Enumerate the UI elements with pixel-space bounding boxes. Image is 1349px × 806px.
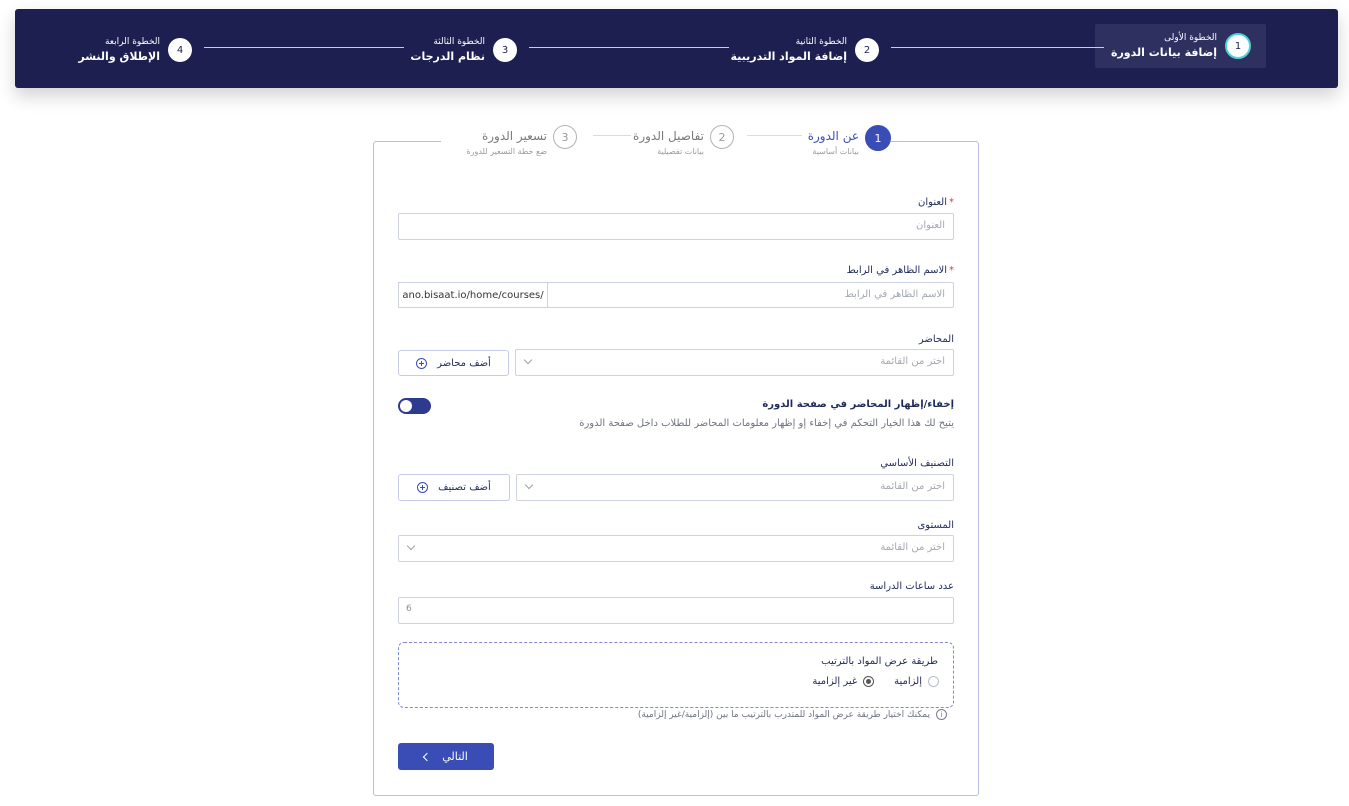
step-caption: الخطوة الأولى	[1164, 33, 1217, 43]
toggle-knob	[400, 400, 412, 412]
substep-pricing[interactable]	[466, 125, 577, 156]
wizard-step-4[interactable]	[78, 36, 192, 64]
step-connector	[529, 47, 729, 48]
slug-placeholder: الاسم الظاهر في الرابط	[844, 289, 945, 300]
level-select[interactable]	[398, 535, 954, 562]
instructor-label: المحاضر	[918, 334, 954, 345]
radio-mandatory[interactable]	[928, 676, 939, 687]
slug-label: *الاسم الظاهر في الرابط	[846, 265, 954, 276]
chevron-left-icon	[423, 752, 431, 760]
required-mark: *	[949, 265, 954, 276]
substep-connector	[593, 135, 631, 136]
instructor-select[interactable]	[515, 349, 954, 376]
step-caption: الخطوة الرابعة	[104, 37, 160, 47]
substep-title: تسعير الدورة	[481, 129, 547, 143]
radio-optional[interactable]	[863, 676, 874, 687]
order-mode-label: طريقة عرض المواد بالترتيب	[821, 656, 938, 667]
slug-input[interactable]	[547, 282, 954, 308]
title-placeholder: العنوان	[916, 220, 945, 231]
plus-circle-icon	[417, 482, 428, 493]
substep-title: تفاصيل الدورة	[633, 129, 704, 143]
next-label: التالي	[442, 750, 468, 763]
hours-input[interactable]	[398, 597, 954, 624]
order-mode-radios	[812, 676, 939, 687]
step-number: 3	[493, 38, 517, 62]
step-title: الإطلاق والنشر	[78, 50, 160, 63]
add-instructor-label: أضف محاضر	[437, 357, 491, 369]
wizard-header	[15, 9, 1338, 88]
url-prefix: ano.bisaat.io/home/courses/	[398, 282, 548, 308]
substep-number: 2	[710, 125, 734, 149]
next-button[interactable]	[398, 743, 494, 770]
substep-subtitle: بيانات تفصيلية	[657, 147, 704, 156]
category-label: التصنيف الأساسي	[880, 458, 954, 469]
instructor-placeholder: اختر من القائمة	[880, 356, 945, 367]
substep-title: عن الدورة	[807, 129, 859, 143]
radio-mandatory-label: إلزامية	[894, 676, 922, 687]
level-label: المستوى	[917, 520, 954, 531]
step-title: نظام الدرجات	[410, 50, 485, 63]
hours-value: 6	[406, 604, 412, 614]
chevron-down-icon	[524, 356, 532, 364]
add-instructor-button[interactable]	[398, 350, 509, 376]
sub-stepper	[441, 120, 891, 164]
add-category-button[interactable]	[398, 474, 510, 501]
wizard-step-1[interactable]	[1095, 24, 1266, 68]
substep-subtitle: ضع خطة التسعير للدورة	[466, 147, 547, 156]
step-title: إضافة المواد التدريبية	[730, 50, 847, 63]
level-placeholder: اختر من القائمة	[880, 542, 945, 553]
wizard-step-3[interactable]	[410, 36, 517, 64]
step-number: 2	[855, 38, 879, 62]
substep-subtitle: بيانات أساسية	[812, 147, 859, 156]
substep-number: 3	[553, 125, 577, 149]
step-title: إضافة بيانات الدورة	[1110, 46, 1217, 59]
radio-optional-label: غير إلزامية	[812, 676, 858, 687]
chevron-down-icon	[407, 542, 415, 550]
category-select[interactable]	[516, 474, 954, 501]
step-connector	[204, 47, 404, 48]
step-number: 1	[1225, 33, 1251, 59]
order-mode-box	[398, 642, 954, 708]
substep-about[interactable]	[808, 125, 891, 156]
substep-connector	[747, 135, 802, 136]
substep-details[interactable]	[633, 125, 734, 156]
title-label: *العنوان	[918, 197, 954, 208]
required-mark: *	[949, 197, 954, 208]
add-category-label: أضف تصنيف	[438, 482, 491, 493]
hours-label: عدد ساعات الدراسة	[869, 581, 954, 592]
toggle-label: إخفاء/إظهار المحاضر في صفحة الدورة	[762, 399, 954, 410]
title-input[interactable]	[398, 213, 954, 240]
plus-circle-icon	[416, 358, 427, 369]
step-number: 4	[168, 38, 192, 62]
instructor-visibility-toggle[interactable]	[398, 398, 431, 414]
order-mode-hint	[638, 709, 947, 720]
step-caption: الخطوة الثالثة	[433, 37, 485, 47]
category-placeholder: اختر من القائمة	[880, 481, 945, 492]
step-caption: الخطوة الثانية	[795, 37, 847, 47]
step-connector	[891, 47, 1104, 48]
info-icon: i	[936, 709, 947, 720]
substep-number: 1	[865, 125, 891, 151]
wizard-step-2[interactable]	[730, 36, 879, 64]
chevron-down-icon	[525, 481, 533, 489]
order-hint-text: يمكنك اختيار طريقة عرض المواد للمتدرب بالترتيب ما بين (إلزامية/غير إلزامية)	[637, 709, 930, 720]
toggle-description: يتيح لك هذا الخيار التحكم في إخفاء إو إظهار معلومات المحاضر للطلاب داخل صفحة الدورة	[579, 418, 954, 429]
